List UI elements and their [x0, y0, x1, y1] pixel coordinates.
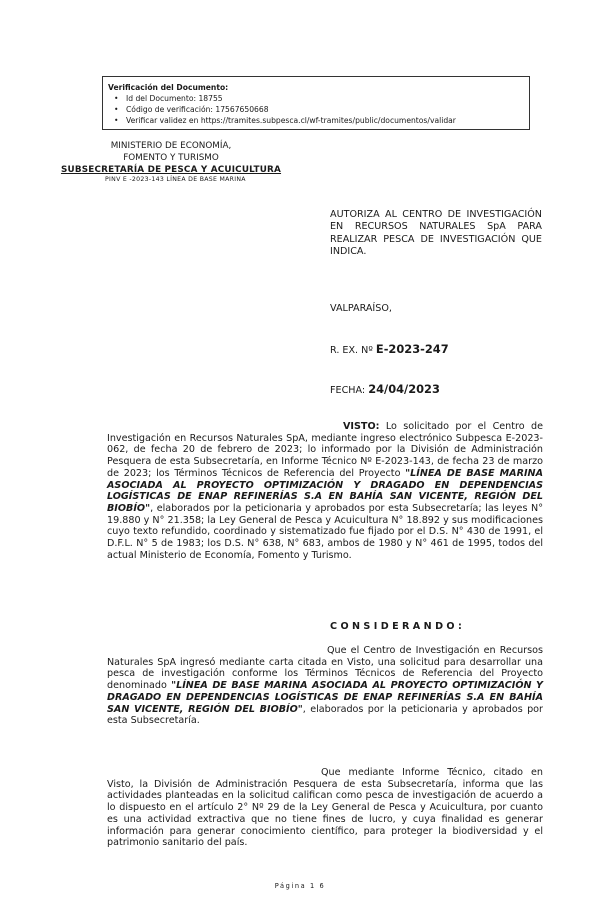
resolution-number	[330, 342, 449, 356]
date-value: 24/04/2023	[368, 382, 440, 396]
considerando-paragraph-1	[107, 645, 543, 727]
verification-code: • Código de verificación: 17567650668	[126, 104, 525, 115]
verification-box	[102, 76, 530, 130]
ministry-name-line2: FOMENTO Y TURISMO	[123, 153, 219, 163]
considerando-heading: CONSIDERANDO:	[330, 621, 466, 632]
verification-id: • Id del Documento: 18755	[126, 93, 525, 104]
visto-paragraph	[107, 421, 543, 561]
city: VALPARAÍSO,	[330, 303, 392, 314]
ministry-header	[40, 140, 302, 176]
considerando-paragraph-2	[107, 767, 543, 849]
para1-text-1: Que el Centro de Investigación en Recursos Naturales SpA ingresó mediante carta citada en Visto, una solicitud para desarrollar una pesca de investigación conforme los Términos Técnicos de Referencia del Proyecto denominado	[107, 645, 543, 692]
resolution-value: E-2023-247	[375, 342, 449, 356]
para1-text-2: , elaborados por la peticionaria y aprobados por esta Subsecretaría.	[107, 703, 544, 727]
para1-project-title: "LÍNEA DE BASE MARINA ASOCIADA AL PROYECTO OPTIMIZACIÓN Y DRAGADO EN DEPENDENCIAS LOGÍSTICAS DE ENAP REFINERÍAS S.A EN BAHÍA SAN VICENTE, REGIÓN DEL BIOBÍO"	[107, 680, 544, 715]
visto-project-title: "LÍNEA DE BASE MARINA ASOCIADA AL PROYECTO OPTIMIZACIÓN Y DRAGADO EN DEPENDENCIAS LOGÍSTICAS DE ENAP REFINERÍAS S.A EN BAHÍA SAN VICENTE, REGIÓN DEL BIOBÍO"	[107, 467, 544, 514]
page-footer: Página 1 6	[274, 882, 326, 890]
reference-code: PINV E -2023-143 LÍNEA DE BASE MARINA	[105, 176, 246, 183]
verification-title: Verificación del Documento:	[108, 83, 229, 92]
visto-text-2: , elaborados por la peticionaria y aprobados por esta Subsecretaría; las leyes N° 19.880 y N° 21.358; la Ley General de Pesca y Acuicultura N° 18.892 y sus modificaciones cuyo texto refundido, coordinado y sistematizado fue fijado por el D.S. N° 430 de 1991, el D.F.L. N° 5 de 1983; los D.S. N° 638, N° 683, ambos de 1980 y N° 461 de 1995, todos del actual Ministerio de Economía, Fomento y Turismo.	[107, 502, 543, 561]
ministry-name-line1: MINISTERIO DE ECONOMÍA,	[110, 141, 232, 151]
verification-url[interactable]: • Verificar validez en https://tramites.subpesca.cl/wf-tramites/public/documentos/validar	[126, 115, 525, 126]
para2-text: Que mediante Informe Técnico, citado en Visto, la División de Administración Pesquera de esta Subsecretaría, informa que las actividades planteadas en la solicitud califican como pesca de investigación de acuerdo a lo dispuesto en el artículo 2° Nº 29 de la Ley General de Pesca y Acuicultura, por cuanto es una actividad extractiva que no tiene fines de lucro, y cuya finalidad es generar información para generar conocimiento científico, para proteger la biodiversidad y el patrimonio sanitario del país.	[107, 767, 543, 849]
resolution-date	[330, 382, 440, 396]
resolution-label: R. EX. Nº	[330, 345, 373, 356]
visto-text-1: Lo solicitado por el Centro de Investigación en Recursos Naturales SpA, mediante ingreso electrónico Subpesca E-2023-062, de fecha 20 de febrero de 2023; lo informado por la División de Administración Pesquera de esta Subsecretaría, en Informe Técnico Nº E-2023-143, de fecha 23 de marzo de 2023; los Términos Técnicos de Referencia del Proyecto	[107, 421, 543, 479]
resolution-summary: AUTORIZA AL CENTRO DE INVESTIGACIÓN EN RECURSOS NATURALES SpA PARA REALIZAR PESCA DE INVESTIGACIÓN QUE INDICA.	[330, 209, 542, 258]
subsecretaria-name: SUBSECRETARÍA DE PESCA Y ACUICULTURA	[60, 165, 282, 175]
date-label: FECHA:	[330, 385, 366, 396]
verification-list	[108, 93, 525, 126]
visto-label: VISTO:	[343, 421, 380, 432]
